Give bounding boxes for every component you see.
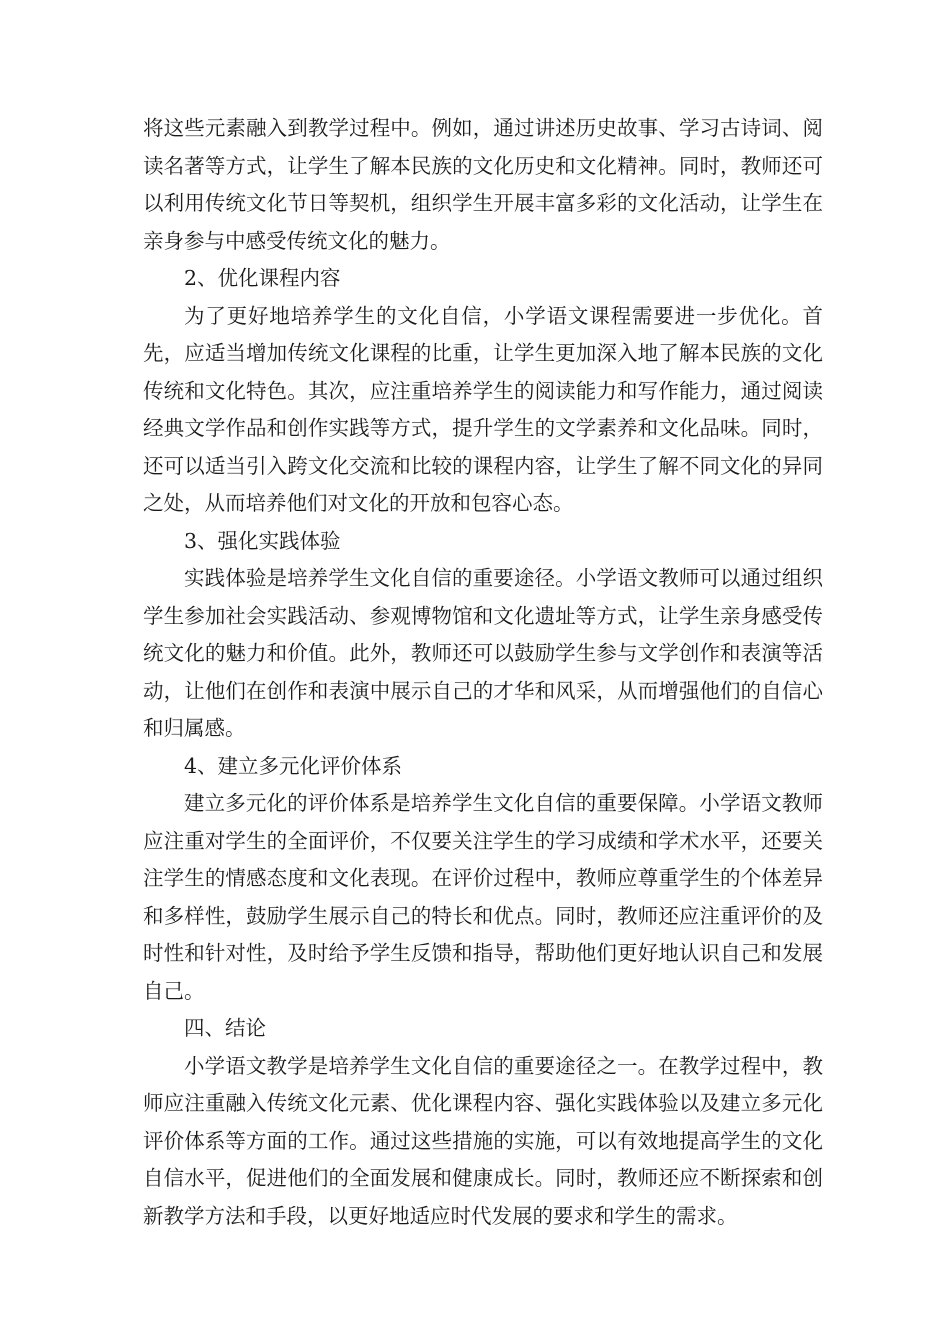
section-heading-practice-experience: 3、强化实践体验 — [184, 528, 341, 553]
paragraph-practice-experience: 实践体验是培养学生文化自信的重要途径。小学语文教师可以通过组织学生参加社会实践活动、参观博物馆和文化遗址等方式，让学生亲身感受传统文化的魅力和价值。此外，教师还可以鼓励学生参与文学创作和表演等活动，让他们在创作和表演中展示自己的才华和风采，从而增强他们的自信心和归属感。 — [143, 566, 823, 740]
paragraph-optimize-curriculum: 为了更好地培养学生的文化自信，小学语文课程需要进一步优化。首先，应适当增加传统文化课程的比重，让学生更加深入地了解本民族的文化传统和文化特色。其次，应注重培养学生的阅读能力和写作能力，通过阅读经典文学作品和创作实践等方式，提升学生的文学素养和文化品味。同时，还可以适当引入跨文化交流和比较的课程内容，让学生了解不同文化的异同之处，从而培养他们对文化的开放和包容心态。 — [143, 303, 823, 515]
paragraph-evaluation-system: 建立多元化的评价体系是培养学生文化自信的重要保障。小学语文教师应注重对学生的全面评价，不仅要关注学生的学习成绩和学术水平，还要关注学生的情感态度和文化表现。在评价过程中，教师应尊重学生的个体差异和多样性，鼓励学生展示自己的特长和优点。同时，教师还应注重评价的及时性和针对性，及时给予学生反馈和指导，帮助他们更好地认识自己和发展自己。 — [143, 791, 823, 1003]
document-body — [143, 110, 823, 1235]
section-heading-conclusion: 四、结论 — [184, 1016, 266, 1040]
paragraph-conclusion: 小学语文教学是培养学生文化自信的重要途径之一。在教学过程中，教师应注重融入传统文化元素、优化课程内容、强化实践体验以及建立多元化评价体系等方面的工作。通过这些措施的实施，可以有效地提高学生的文化自信水平，促进他们的全面发展和健康成长。同时，教师还应不断探索和创新教学方法和手段，以更好地适应时代发展的要求和学生的需求。 — [143, 1053, 823, 1228]
paragraph-continued: 将这些元素融入到教学过程中。例如，通过讲述历史故事、学习古诗词、阅读名著等方式，让学生了解本民族的文化历史和文化精神。同时，教师还可以利用传统文化节日等契机，组织学生开展丰富多彩的文化活动，让学生在亲身参与中感受传统文化的魅力。 — [143, 116, 823, 253]
section-heading-evaluation-system: 4、建立多元化评价体系 — [184, 753, 403, 778]
section-heading-optimize-curriculum: 2、优化课程内容 — [184, 266, 341, 290]
